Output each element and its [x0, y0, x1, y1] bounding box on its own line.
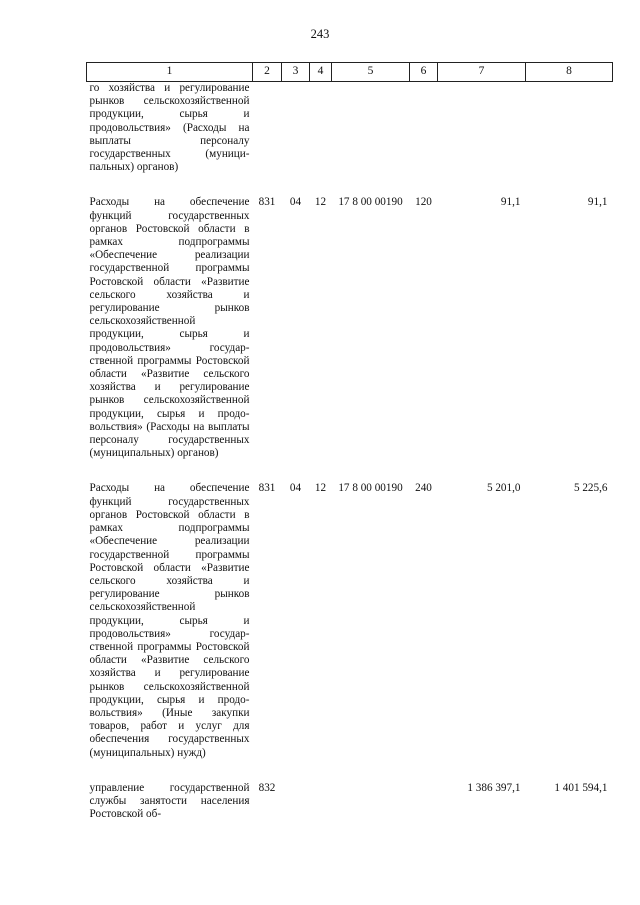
table-row [87, 782, 613, 822]
ministry-code: 831 [258, 196, 276, 209]
target-article-code [332, 782, 410, 822]
row-description: управление государственной службы занятости населения Ростовской об- [89, 781, 250, 821]
target-article-code [332, 82, 410, 175]
expense-type-code [410, 82, 438, 175]
subsection-code: 12 [314, 482, 327, 495]
amount-year-2 [526, 82, 613, 175]
column-header: 4 [310, 63, 332, 82]
row-description: го хозяйства и регулирование рынков сельскохозяйственной продукции, сырья и продовольствия» (Расходы на выплаты персоналу государственных (муниципальных) органов) [89, 82, 250, 174]
section-code [282, 82, 310, 175]
ministry-code [253, 82, 282, 175]
target-article-code: 17 8 00 00190 [338, 196, 403, 209]
column-header: 2 [253, 63, 282, 82]
column-header: 3 [282, 63, 310, 82]
column-header: 6 [410, 63, 438, 82]
subsection-code: 12 [314, 196, 327, 209]
row-description: Расходы на обеспечение функций государственных органов Ростовской области в рамках подпрограммы «Обеспечение реализации государственной программы Ростовской области «Развитие сельского хозяйства и регулирование рынков сельскохозяйственной продукции, сырья и продовольствия» государственной программы Ростовской области «Развитие сельского хозяйства и регулирование рынков сельскохозяйственной продукции, сырья и продовольствия» (Расходы на выплаты персоналу государственных (муниципальных) органов) [89, 196, 250, 460]
table-row [87, 82, 613, 175]
table-header [87, 63, 613, 82]
amount-year-2: 1 401 594,1 [554, 781, 608, 794]
amount-year-1: 91,1 [500, 196, 521, 209]
section-code: 04 [289, 482, 302, 495]
row-description: Расходы на обеспечение функций государственных органов Ростовской области в рамках подпрограммы «Обеспечение реализации государственной программы Ростовской области «Развитие сельского хозяйства и регулирование рынков сельскохозяйственной продукции, сырья и продовольствия» государственной программы Ростовской области «Развитие сельского хозяйства и регулирование рынков сельскохозяйственной продукции, сырья и продовольствия» (Иные закупки товаров, работ и услуг для обеспечения государственных (муниципальных) нужд) [89, 482, 250, 759]
expense-type-code [410, 782, 438, 822]
amount-year-1: 1 386 397,1 [467, 781, 521, 794]
budget-table [86, 62, 613, 821]
column-header: 7 [438, 63, 526, 82]
column-header: 5 [332, 63, 410, 82]
table-row [87, 196, 613, 460]
expense-type-code: 240 [415, 482, 432, 495]
row-spacer [87, 460, 613, 482]
target-article-code: 17 8 00 00190 [338, 482, 403, 495]
ministry-code: 831 [258, 482, 276, 495]
column-header: 1 [87, 63, 253, 82]
page-number: 243 [310, 27, 330, 41]
amount-year-1: 5 201,0 [486, 482, 521, 495]
section-code [282, 782, 310, 822]
column-header: 8 [526, 63, 613, 82]
expense-type-code: 120 [415, 196, 432, 209]
ministry-code: 832 [258, 781, 276, 794]
amount-year-2: 5 225,6 [573, 482, 608, 495]
table-row [87, 482, 613, 759]
row-spacer [87, 760, 613, 782]
amount-year-2: 91,1 [587, 196, 608, 209]
amount-year-1 [438, 82, 526, 175]
subsection-code [310, 82, 332, 175]
section-code: 04 [289, 196, 302, 209]
row-spacer [87, 174, 613, 196]
subsection-code [310, 782, 332, 822]
